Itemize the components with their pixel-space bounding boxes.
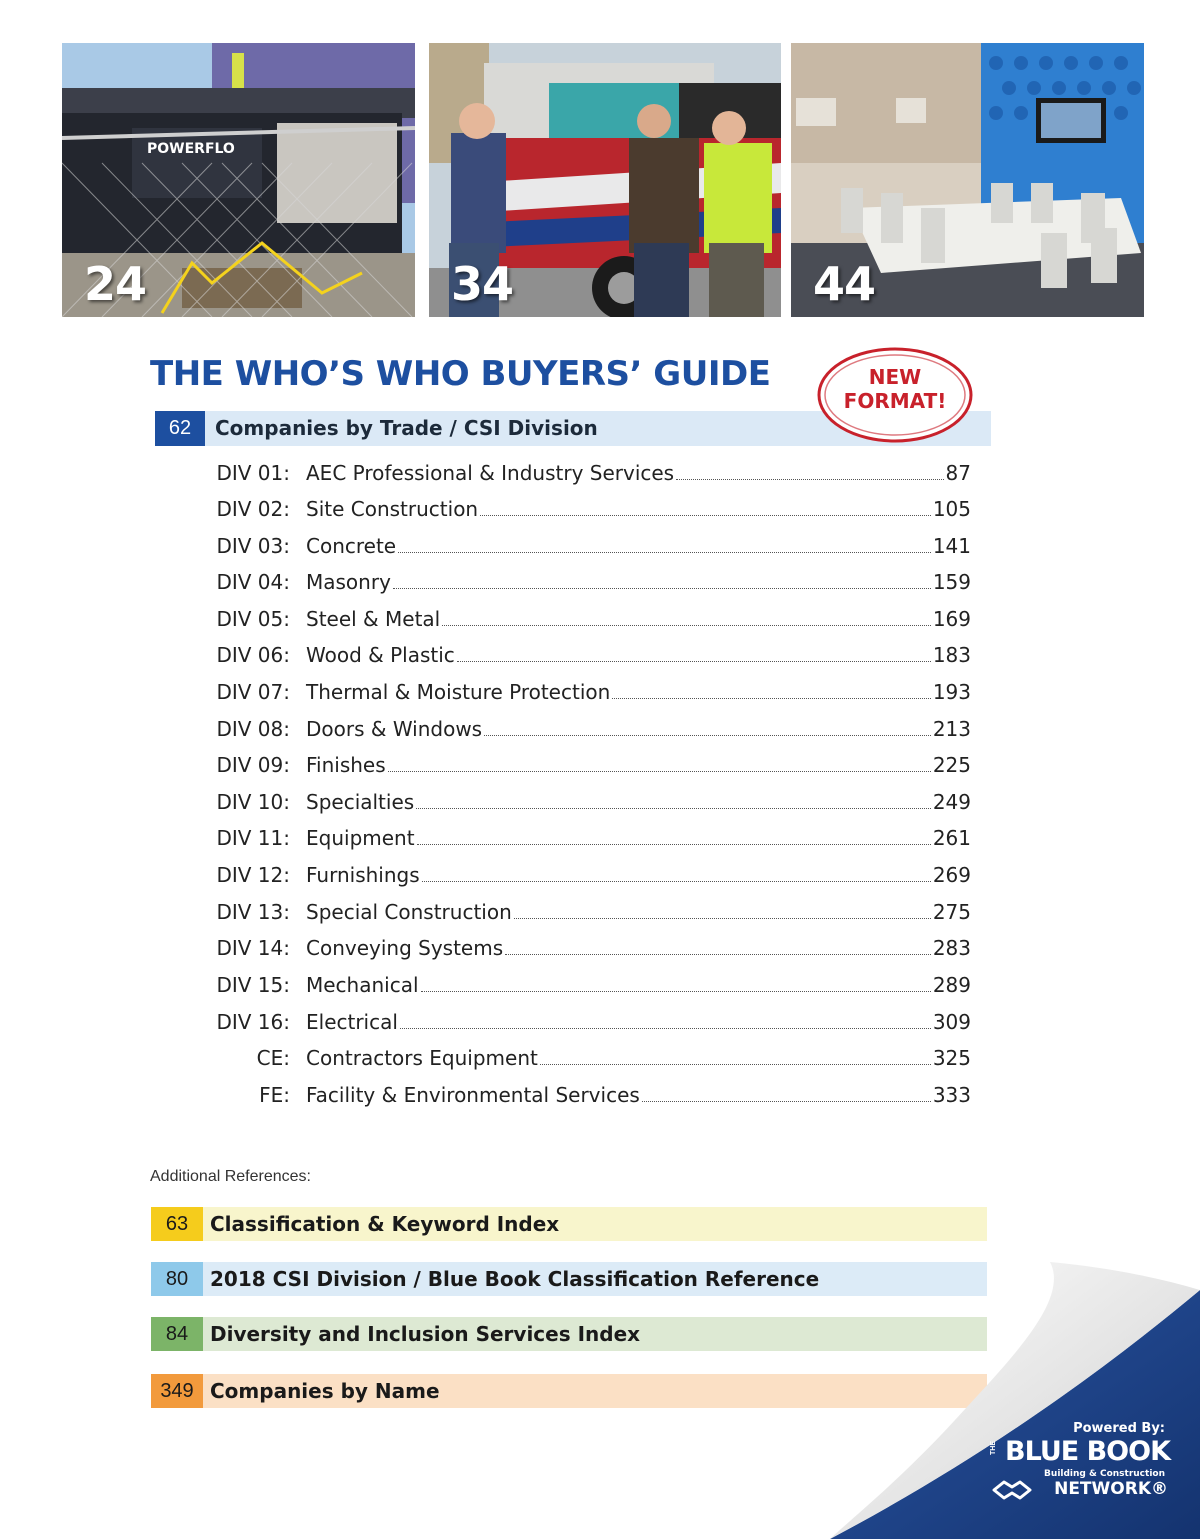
division-page: 325 xyxy=(932,1046,971,1070)
division-title: Electrical xyxy=(306,1010,398,1034)
division-page: 333 xyxy=(932,1083,971,1107)
division-code: DIV 08: xyxy=(216,717,290,741)
division-code: DIV 01: xyxy=(216,461,290,485)
ref-page: 349 xyxy=(151,1374,203,1408)
division-page: 87 xyxy=(945,461,971,485)
division-page: 213 xyxy=(932,717,971,741)
division-page: 309 xyxy=(932,1010,971,1034)
ref-page: 84 xyxy=(151,1317,203,1351)
division-code: DIV 11: xyxy=(216,826,290,850)
division-title: Specialties xyxy=(306,790,415,814)
badge-line-format: FORMAT! xyxy=(843,389,947,413)
logo-subtitle: Building & Construction xyxy=(1044,1469,1165,1479)
ref-page: 80 xyxy=(151,1262,203,1296)
division-code: CE: xyxy=(256,1046,290,1070)
division-page: 193 xyxy=(932,680,971,704)
division-code: DIV 05: xyxy=(216,607,290,631)
division-page: 261 xyxy=(932,826,971,850)
division-code: DIV 06: xyxy=(216,643,290,667)
division-title: Thermal & Moisture Protection xyxy=(306,680,611,704)
ref-label: 2018 CSI Division / Blue Book Classification Reference xyxy=(210,1267,820,1291)
photo-page-number: 44 xyxy=(813,257,876,311)
handshake-icon xyxy=(992,1478,1032,1502)
division-code: DIV 12: xyxy=(216,863,290,887)
main-section-page: 62 xyxy=(155,411,205,446)
division-title: Mechanical xyxy=(306,973,419,997)
division-page: 283 xyxy=(932,936,971,960)
division-title: Steel & Metal xyxy=(306,607,441,631)
division-code: FE: xyxy=(259,1083,290,1107)
division-title: Special Construction xyxy=(306,900,512,924)
ref-page: 63 xyxy=(151,1207,203,1241)
logo-name: BLUE BOOK xyxy=(1005,1436,1170,1467)
division-title: Furnishings xyxy=(306,863,420,887)
division-page: 269 xyxy=(932,863,971,887)
ref-label: Classification & Keyword Index xyxy=(210,1212,560,1236)
logo-the: THE xyxy=(990,1441,997,1455)
division-title: Conveying Systems xyxy=(306,936,504,960)
ref-label: Diversity and Inclusion Services Index xyxy=(210,1322,641,1346)
division-page: 105 xyxy=(932,497,971,521)
powered-by-label: Powered By: xyxy=(1073,1421,1165,1436)
division-code: DIV 09: xyxy=(216,753,290,777)
division-title: Facility & Environmental Services xyxy=(306,1083,640,1107)
photo-page-number: 34 xyxy=(451,257,514,311)
division-page: 169 xyxy=(932,607,971,631)
division-page: 225 xyxy=(932,753,971,777)
division-title: Finishes xyxy=(306,753,386,777)
division-title: Masonry xyxy=(306,570,391,594)
photo-page-number: 24 xyxy=(84,257,147,311)
badge-line-new: NEW xyxy=(868,365,922,389)
svg-text:POWERFLO: POWERFLO xyxy=(147,141,235,157)
ref-label: Companies by Name xyxy=(210,1379,440,1403)
division-title: Concrete xyxy=(306,534,397,558)
additional-references-heading: Additional References: xyxy=(150,1168,311,1185)
division-page: 183 xyxy=(932,643,971,667)
division-code: DIV 03: xyxy=(216,534,290,558)
logo-network: NETWORK® xyxy=(1054,1479,1168,1499)
main-section-label: Companies by Trade / CSI Division xyxy=(215,416,598,440)
division-code: DIV 04: xyxy=(216,570,290,594)
division-title: Contractors Equipment xyxy=(306,1046,538,1070)
division-page: 275 xyxy=(932,900,971,924)
division-code: DIV 13: xyxy=(216,900,290,924)
division-code: DIV 02: xyxy=(216,497,290,521)
division-code: DIV 14: xyxy=(216,936,290,960)
division-page: 141 xyxy=(932,534,971,558)
division-code: DIV 16: xyxy=(216,1010,290,1034)
division-title: AEC Professional & Industry Services xyxy=(306,461,675,485)
division-page: 249 xyxy=(932,790,971,814)
division-code: DIV 07: xyxy=(216,680,290,704)
division-code: DIV 10: xyxy=(216,790,290,814)
division-page: 159 xyxy=(932,570,971,594)
division-page: 289 xyxy=(932,973,971,997)
blue-book-logo[interactable] xyxy=(990,1436,1170,1506)
division-title: Equipment xyxy=(306,826,415,850)
division-title: Wood & Plastic xyxy=(306,643,455,667)
guide-title: THE WHO’S WHO BUYERS’ GUIDE xyxy=(150,354,771,394)
division-code: DIV 15: xyxy=(216,973,290,997)
division-title: Doors & Windows xyxy=(306,717,483,741)
division-title: Site Construction xyxy=(306,497,479,521)
